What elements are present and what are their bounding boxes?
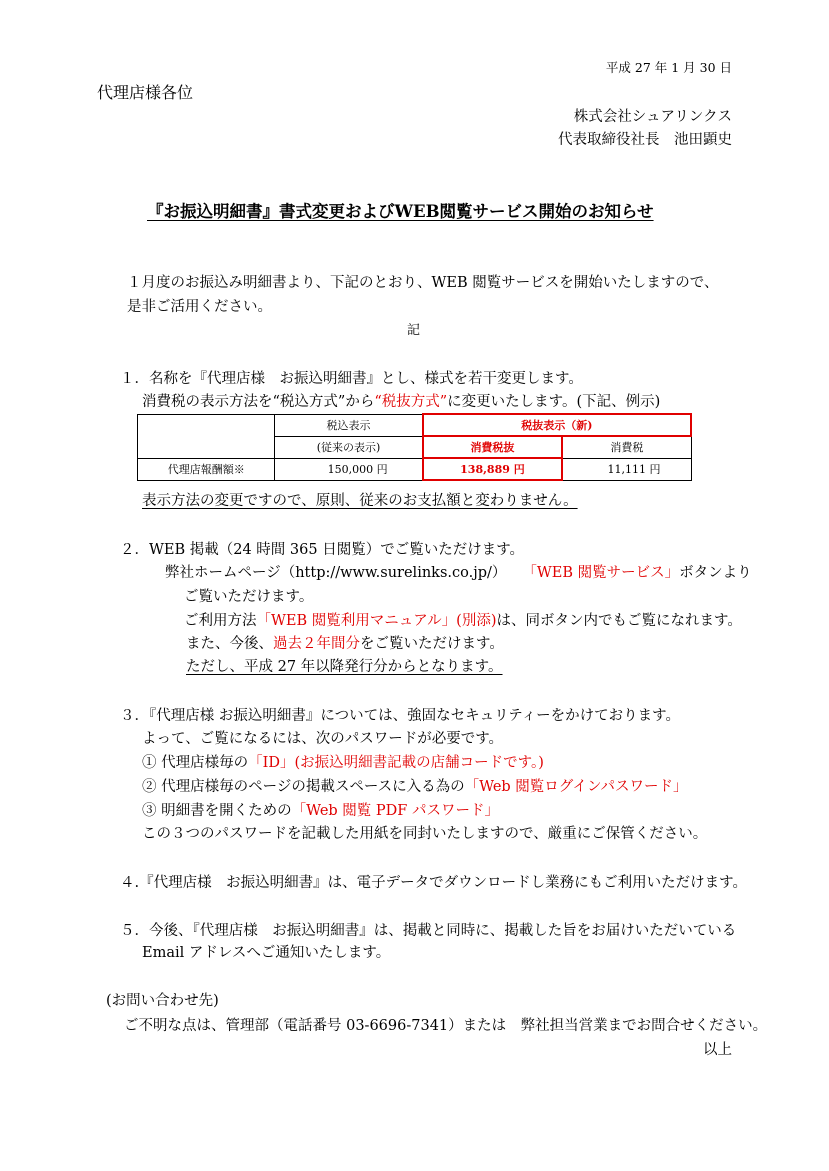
tax-display-table bbox=[137, 413, 692, 481]
section3-line-2: よって、ご覧になるには、次のパスワードが必要です。 bbox=[142, 731, 504, 747]
header-consumption-tax: 消費税 bbox=[562, 436, 691, 458]
section2-line-4 bbox=[184, 614, 742, 629]
usage-text: ご利用方法 bbox=[184, 613, 257, 629]
section2-line-6: ただし、平成 27 年以降発行分からとなります。 bbox=[186, 659, 503, 675]
future-text-end: をご覧いただけます。 bbox=[360, 636, 504, 652]
password-item-1-text: ① 代理店様毎の bbox=[142, 755, 249, 771]
section3-line-6: この３つのパスワードを記載した用紙を同封いたしますので、厳重にご保管ください。 bbox=[142, 826, 708, 842]
homepage-text: 弊社ホームページ（http://www.surelinks.co.jp/） bbox=[165, 565, 507, 581]
intro-line-1: １月度のお振込み明細書より、下記のとおり、WEB 閲覧サービスを開始いたしますので、 bbox=[127, 275, 719, 291]
password-item-3-text: ③ 明細書を開くための bbox=[142, 803, 292, 819]
header-previous-display: (従来の表示) bbox=[275, 436, 423, 458]
section5-line-1: ５．今後、『代理店様 お振込明細書』は、掲載と同時に、掲載した旨をお届けいただいている bbox=[120, 923, 737, 939]
tax-method-text-end: に変更いたします。(下記、例示) bbox=[447, 394, 661, 410]
password-item-1 bbox=[142, 756, 544, 771]
password-id-label: 「ID」(お振込明細書記載の店舗コードです。) bbox=[248, 755, 544, 771]
password-item-3 bbox=[142, 804, 499, 819]
header-tax-exclusive-new: 税抜表示（新) bbox=[423, 414, 691, 436]
document-title: 『お振込明細書』書式変更およびWEB閲覧サービス開始のお知らせ bbox=[147, 202, 654, 221]
intro-line-2: 是非ご活用ください。 bbox=[127, 299, 272, 315]
sender-name: 代表取締役社長 池田顕史 bbox=[558, 132, 732, 148]
tax-method-text: 消費税の表示方法を“税込方式”から bbox=[142, 394, 375, 410]
addressee: 代理店様各位 bbox=[97, 83, 194, 102]
future-text: また、今後、 bbox=[186, 636, 273, 652]
password-item-2-text: ② 代理店様毎のページの掲載スペースに入る為の bbox=[142, 779, 465, 795]
contact-heading: (お問い合わせ先) bbox=[106, 993, 219, 1009]
usage-text-end: は、同ボタン内でもご覧になれます。 bbox=[496, 613, 742, 629]
login-password-label: 「Web 閲覧ログインパスワード」 bbox=[464, 779, 688, 795]
closing-word: 以上 bbox=[703, 1042, 732, 1058]
homepage-text-end: ボタンより bbox=[679, 565, 752, 581]
section1-note: 表示方法の変更ですので、原則、従来のお支払額と変わりません。 bbox=[142, 493, 578, 509]
section1-line-1: １．名称を『代理店様 お振込明細書』とし、様式を若干変更します。 bbox=[120, 371, 583, 387]
section1-line-2 bbox=[142, 395, 660, 410]
table-corner-cell-2 bbox=[138, 436, 275, 458]
two-years-highlight: 過去２年間分 bbox=[273, 636, 360, 652]
web-service-button-name: 「WEB 閲覧サービス」 bbox=[522, 565, 680, 581]
tax-exclusive-label: “税抜方式” bbox=[374, 394, 448, 410]
table-header-row-1 bbox=[138, 414, 692, 436]
section2-line-3: ご覧いただけます。 bbox=[184, 589, 314, 605]
section4-line-1: ４.『代理店様 お振込明細書』は、電子データでダウンロードし業務にもご利用いただけます。 bbox=[120, 875, 747, 891]
sender-company: 株式会社シュアリンクス bbox=[573, 109, 732, 125]
section2-line-2 bbox=[165, 566, 752, 581]
table-row bbox=[138, 458, 692, 480]
section2-line-5 bbox=[186, 637, 504, 652]
manual-name: 「WEB 閲覧利用マニュアル」(別添) bbox=[256, 613, 497, 629]
password-item-2 bbox=[142, 780, 688, 795]
section5-line-2: Email アドレスへご通知いたします。 bbox=[142, 945, 391, 961]
section2-line-1: ２．WEB 掲載（24 時間 365 日閲覧）でご覧いただけます。 bbox=[120, 542, 525, 558]
pdf-password-label: 「Web 閲覧 PDF パスワード」 bbox=[291, 803, 499, 819]
contact-line: ご不明な点は、管理部（電話番号 03-6696-7341）または 弊社担当営業までお問合せください。 bbox=[124, 1018, 768, 1034]
header-excluding-tax: 消費税抜 bbox=[423, 436, 563, 458]
header-tax-inclusive: 税込表示 bbox=[275, 414, 423, 436]
table-header-row-2 bbox=[138, 436, 692, 458]
value-consumption-tax: 11,111 円 bbox=[562, 458, 691, 480]
table-corner-cell bbox=[138, 414, 275, 436]
ki-heading: 記 bbox=[407, 323, 421, 338]
row-label-agent-fee: 代理店報酬額※ bbox=[138, 458, 275, 480]
document-date: 平成 27 年 1 月 30 日 bbox=[605, 60, 732, 75]
value-tax-inclusive: 150,000 円 bbox=[275, 458, 423, 480]
section3-line-1: ３．『代理店様 お振込明細書』については、強固なセキュリティーをかけております。 bbox=[120, 708, 680, 724]
value-tax-exclusive: 138,889 円 bbox=[423, 458, 563, 480]
